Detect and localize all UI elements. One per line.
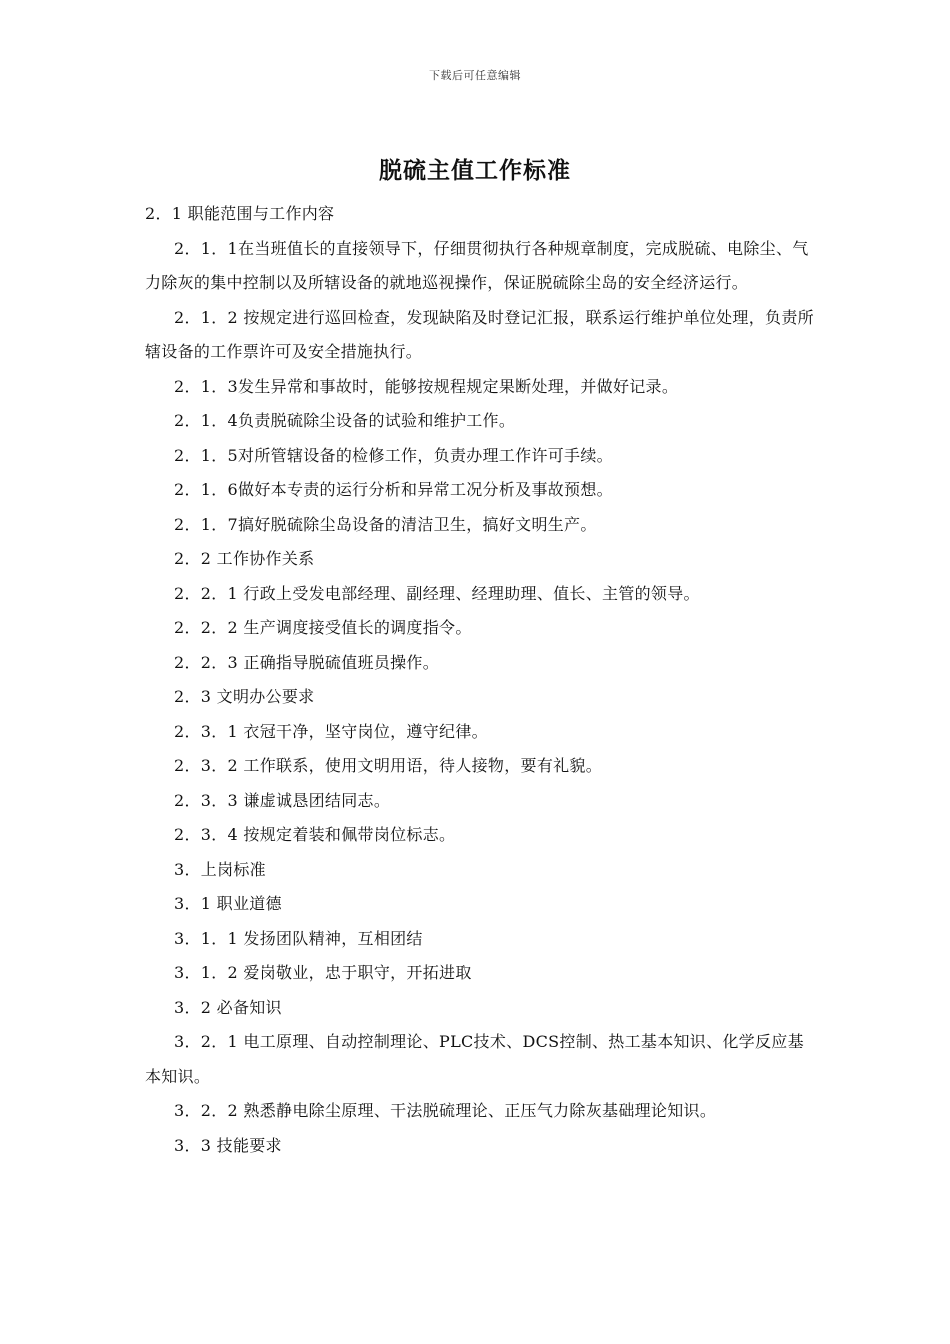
paragraph: 3．2．1 电工原理、自动控制理论、PLC技术、DCS控制、热工基本知识、化学反应基本知识。 [145, 1032, 804, 1086]
paragraph: 2．3．2 工作联系，使用文明用语，待人接物，要有礼貌。 [174, 756, 603, 775]
paragraph: 2．2．2 生产调度接受值长的调度指令。 [174, 618, 472, 637]
paragraph: 3．2 必备知识 [174, 997, 282, 1017]
paragraph: 3．1．1 发扬团队精神，互相团结 [174, 928, 423, 948]
paragraph: 2．1．3发生异常和事故时，能够按规程规定果断处理，并做好记录。 [174, 376, 679, 396]
paragraph: 2．2 工作协作关系 [174, 549, 315, 568]
paragraph: 2．1．4负责脱硫除尘设备的试验和维护工作。 [174, 411, 516, 430]
paragraph: 2．1．5对所管辖设备的检修工作，负责办理工作许可手续。 [174, 445, 613, 465]
paragraph: 2．3．1 衣冠干净，坚守岗位，遵守纪律。 [174, 721, 488, 741]
paragraph: 3．1 职业道德 [174, 894, 282, 913]
paragraph: 2．1．6做好本专责的运行分析和异常工况分析及事故预想。 [174, 480, 613, 499]
document-title: 脱硫主值工作标准 [379, 158, 571, 184]
paragraph: 3．上岗标准 [174, 859, 266, 879]
paragraph: 2．3．3 谦虚诚恳团结同志。 [174, 790, 391, 810]
paragraph: 2．2．3 正确指导脱硫值班员操作。 [174, 652, 440, 672]
paragraph: 2．1．1在当班值长的直接领导下，仔细贯彻执行各种规章制度，完成脱硫、电除尘、气力除灰的集中控制以及所辖设备的就地巡视操作，保证脱硫除尘岛的安全经济运行。 [145, 238, 809, 292]
paragraph: 2．1．7搞好脱硫除尘岛设备的清洁卫生，搞好文明生产。 [174, 514, 597, 534]
paragraph: 2．3 文明办公要求 [174, 687, 315, 706]
paragraph: 3．2．2 熟悉静电除尘原理、干法脱硫理论、正压气力除灰基础理论知识。 [174, 1101, 717, 1120]
paragraph: 2．1 职能范围与工作内容 [145, 204, 335, 223]
document-body [145, 197, 815, 1163]
paragraph: 2．3．4 按规定着装和佩带岗位标志。 [174, 825, 456, 844]
header-note: 下载后可任意编辑 [429, 69, 521, 82]
paragraph: 2．2．1 行政上受发电部经理、副经理、经理助理、值长、主管的领导。 [174, 583, 700, 603]
paragraph: 3．1．2 爱岗敬业，忠于职守，开拓进取 [174, 963, 472, 982]
paragraph: 2．1．2 按规定进行巡回检查，发现缺陷及时登记汇报，联系运行维护单位处理，负责所辖设备的工作票许可及安全措施执行。 [145, 307, 814, 361]
paragraph: 3．3 技能要求 [174, 1135, 282, 1155]
